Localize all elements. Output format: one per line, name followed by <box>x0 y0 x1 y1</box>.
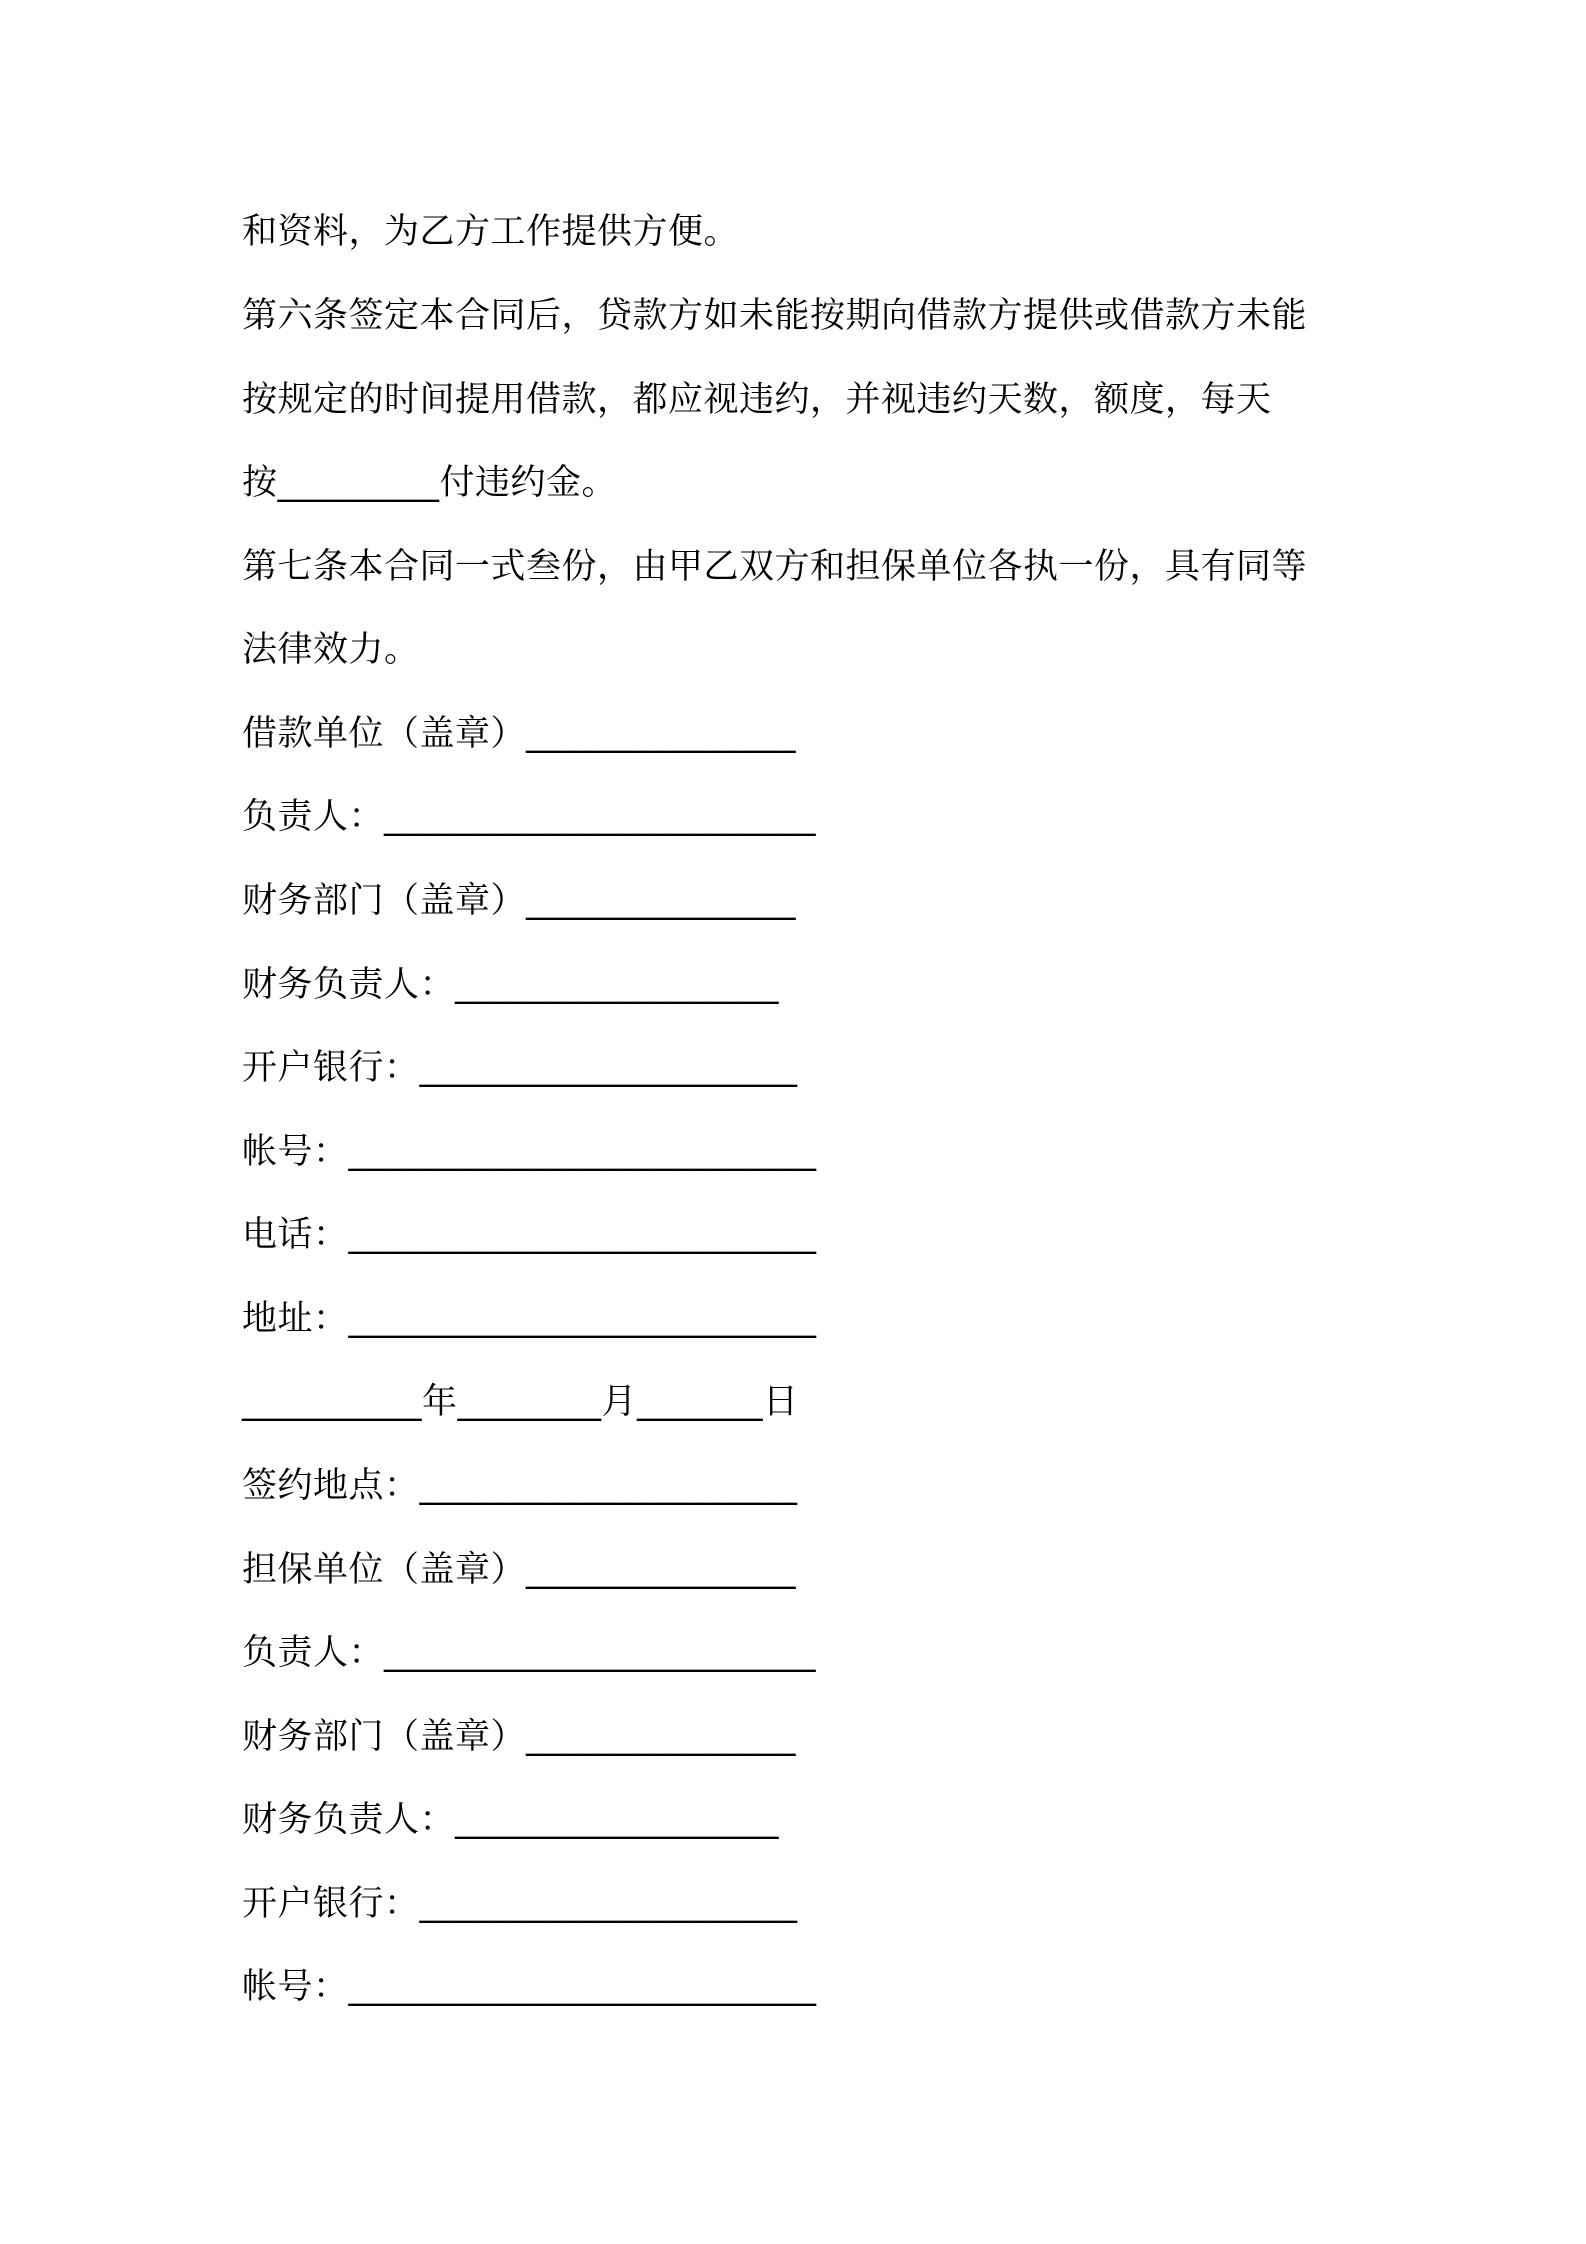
form-field-line: 电话：__________________________ <box>242 1215 817 1255</box>
form-field-line: 财务部门（盖章）_______________ <box>242 881 797 921</box>
text-line: 和资料，为乙方工作提供方便。 <box>242 212 740 252</box>
form-field-line: 负责人：________________________ <box>242 797 817 837</box>
form-field-line: 财务部门（盖章）_______________ <box>242 1717 797 1757</box>
text-line: 按规定的时间提用借款，都应视违约，并视违约天数，额度，每天 <box>242 380 1272 420</box>
form-field-line: 财务负责人：__________________ <box>242 1800 780 1840</box>
text-line: 第六条签定本合同后，贷款方如未能按期向借款方提供或借款方未能 <box>242 296 1308 336</box>
form-field-line: 借款单位（盖章）_______________ <box>242 714 797 754</box>
date-line: __________年________月_______日 <box>242 1382 799 1422</box>
form-field-line: 开户银行：_____________________ <box>242 1048 798 1088</box>
form-field-line: 开户银行：_____________________ <box>242 1884 798 1924</box>
form-field-line: 帐号：__________________________ <box>242 1132 817 1172</box>
form-field-line: 担保单位（盖章）_______________ <box>242 1550 797 1590</box>
text-line: 按_________付违约金。 <box>242 463 618 503</box>
text-line: 第七条本合同一式叁份，由甲乙双方和担保单位各执一份，具有同等 <box>242 547 1308 587</box>
text-line: 法律效力。 <box>242 630 420 670</box>
form-field-line: 地址：__________________________ <box>242 1299 817 1339</box>
form-field-line: 负责人：________________________ <box>242 1633 817 1673</box>
form-field-line: 帐号：__________________________ <box>242 1967 817 2007</box>
form-field-line: 财务负责人：__________________ <box>242 965 780 1005</box>
form-field-line: 签约地点：_____________________ <box>242 1466 798 1506</box>
